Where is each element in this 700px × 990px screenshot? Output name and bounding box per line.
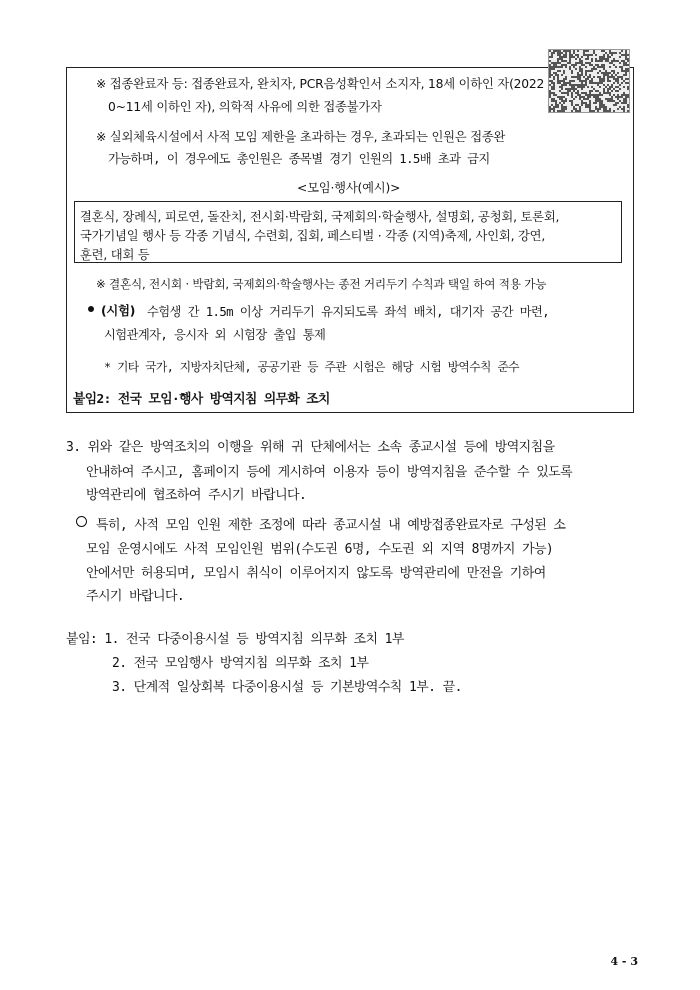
circle-para-line1: 특히, 사적 모임 인원 제한 조정에 따라 종교시설 내 예방접종완료자로 구성된 소 — [96, 518, 566, 533]
circle-bullet-icon — [76, 516, 87, 527]
bullet-icon — [88, 306, 94, 312]
exam-note: * 기타 국가, 지방자치단체, 공공기관 등 주관 시험은 해당 시험 방역수칙 준수 — [104, 360, 519, 374]
circle-para-line4: 주시기 바랍니다. — [86, 589, 185, 604]
circle-para-line3: 안에서만 허용되며, 모임시 취식이 이루어지지 않도록 방역관리에 만전을 기하여 — [86, 566, 546, 581]
examples-line3: 훈련, 대회 등 — [80, 248, 150, 262]
para3-line3: 방역관리에 협조하여 주시기 바랍니다. — [86, 488, 307, 503]
page-number: 4 - 3 — [610, 955, 638, 968]
exam-label: (시험) — [101, 304, 136, 318]
note-outdoor-line1: ※ 실외체육시설에서 사적 모임 제한을 초과하는 경우, 초과되는 인원은 접종완 — [96, 130, 506, 144]
examples-line1: 결혼식, 장례식, 피로연, 돌잔치, 전시회·박람회, 국제회의·학술행사, 설명회, 공청회, 토론회, — [80, 210, 560, 224]
note-vaccinated-line1: ※ 접종완료자 등: 접종완료자, 완치자, PCR음성확인서 소지자, 18세 이하인 자(2022 — [96, 77, 545, 91]
examples-heading: <모임·행사(예시)> — [297, 181, 401, 195]
attachment-item-2: 2. 전국 모임행사 방역지침 의무화 조치 1부 — [112, 656, 369, 671]
para3-line2: 안내하여 주시고, 홈페이지 등에 게시하여 이용자 등이 방역지침을 준수할 수 있도록 — [86, 465, 573, 480]
note-wedding: ※ 결혼식, 전시회 · 박람회, 국제회의·학술행사는 종전 거리두기 수칙과 택일 하여 적용 가능 — [96, 277, 547, 291]
attachment-title: 붙임2: 전국 모임·행사 방역지침 의무화 조치 — [73, 392, 330, 407]
attachment-item-3: 3. 단계적 일상회복 다중이용시설 등 기본방역수칙 1부. 끝. — [112, 680, 462, 695]
exam-line1: 수험생 간 1.5m 이상 거리두기 유지되도록 좌석 배치, 대기자 공간 마련, — [147, 305, 550, 319]
note-outdoor-line2: 가능하며, 이 경우에도 총인원은 종목별 경기 인원의 1.5배 초과 금지 — [108, 152, 490, 166]
qr-code-image — [548, 49, 630, 113]
examples-line2: 국가기념일 행사 등 각종 기념식, 수련회, 집회, 페스티벌 · 각종 (지역)축제, 사인회, 강연, — [80, 229, 546, 243]
exam-line2: 시험관계자, 응시자 외 시험장 출입 통제 — [104, 328, 326, 342]
note-vaccinated-line2: 0~11세 이하인 자), 의학적 사유에 의한 접종불가자 — [108, 100, 382, 114]
circle-para-line2: 모임 운영시에도 사적 모임인원 범위(수도권 6명, 수도권 외 지역 8명까지 가능) — [86, 542, 554, 557]
para3-line1: 3. 위와 같은 방역조치의 이행을 위해 귀 단체에서는 소속 종교시설 등에 방역지침을 — [66, 440, 555, 455]
attachment-item-1: 붙임: 1. 전국 다중이용시설 등 방역지침 의무화 조치 1부 — [66, 632, 404, 647]
